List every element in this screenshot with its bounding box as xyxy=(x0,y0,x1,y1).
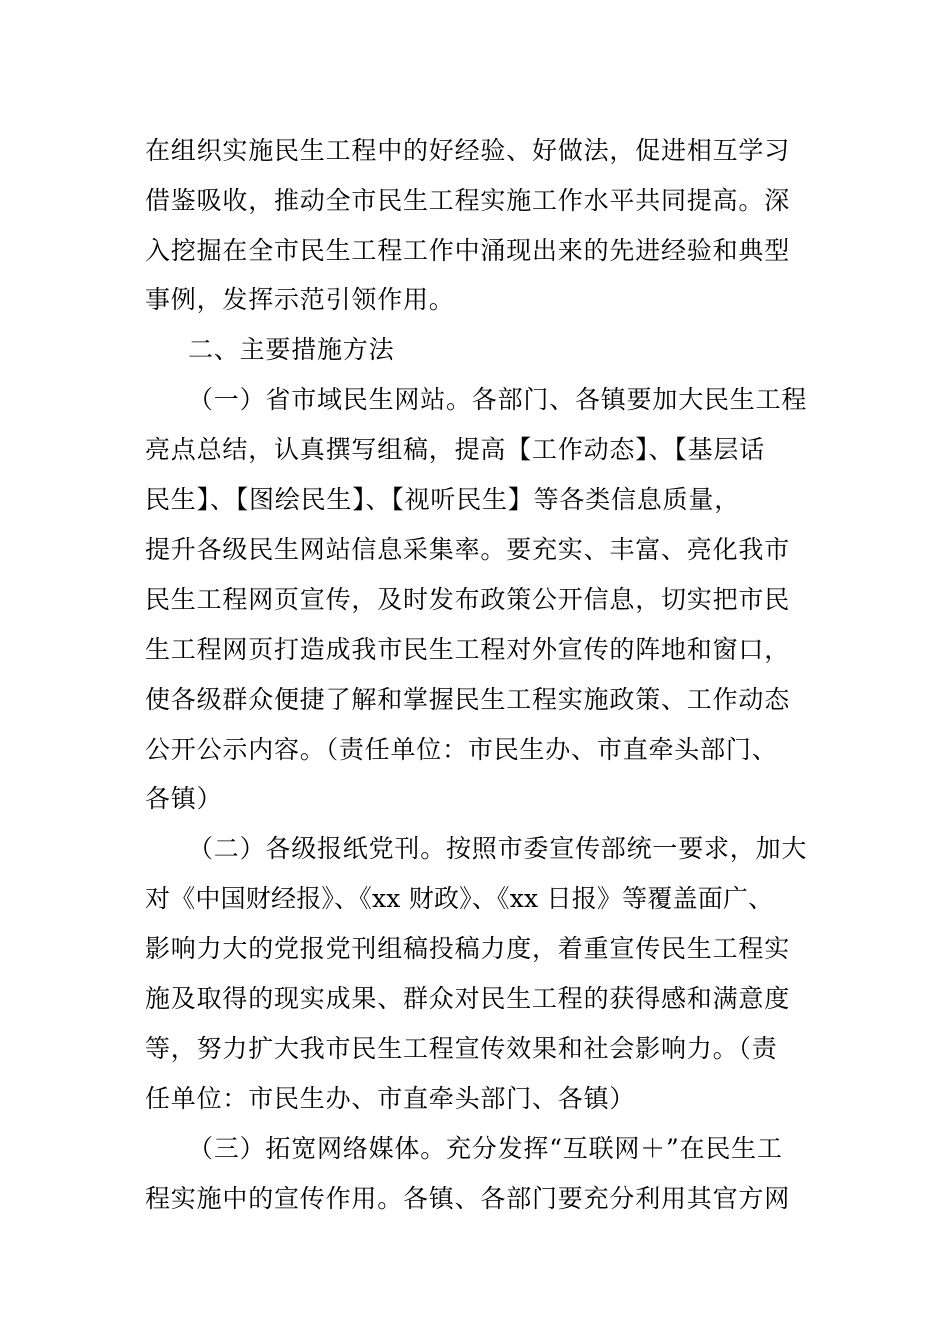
paragraph-line: 等，努力扩大我市民生工程宣传效果和社会影响力。（责 xyxy=(145,1034,778,1063)
paragraph-line: 在组织实施民生工程中的好经验、好做法，促进相互学习 xyxy=(145,136,791,165)
paragraph-line: （二）各级报纸党刊。按照市委宣传部统一要求，加大 xyxy=(188,834,808,863)
paragraph-line: 程实施中的宣传作用。各镇、各部门要充分利用其官方网 xyxy=(145,1184,791,1213)
paragraph-line: 公开公示内容。（责任单位：市民生办、市直牵头部门、 xyxy=(145,735,778,764)
paragraph-line: 生工程网页打造成我市民生工程对外宣传的阵地和窗口， xyxy=(145,635,791,664)
paragraph-line: 亮点总结，认真撰写组稿，提高【工作动态】、【基层话 xyxy=(145,435,766,464)
paragraph-line: 提升各级民生网站信息采集率。要充实、丰富、亮化我市 xyxy=(145,535,791,564)
paragraph-line: 施及取得的现实成果、群众对民生工程的获得感和满意度 xyxy=(145,984,791,1013)
paragraph-line: 影响力大的党报党刊组稿投稿力度，着重宣传民生工程实 xyxy=(145,934,791,963)
paragraph-line: 民生】、【图绘民生】、【视听民生】等各类信息质量， xyxy=(145,485,741,514)
paragraph-line: 入挖掘在全市民生工程工作中涌现出来的先进经验和典型 xyxy=(145,236,791,265)
paragraph-line: 事例，发挥示范引领作用。 xyxy=(145,285,455,314)
paragraph-line: 民生工程网页宣传，及时发布政策公开信息，切实把市民 xyxy=(145,585,791,614)
section-heading: 二、主要措施方法 xyxy=(188,335,395,364)
paragraph-line: 任单位：市民生办、市直牵头部门、各镇） xyxy=(145,1084,636,1113)
paragraph-line: 借鉴吸收，推动全市民生工程实施工作水平共同提高。深 xyxy=(145,186,791,215)
paragraph-line: 使各级群众便捷了解和掌握民生工程实施政策、工作动态 xyxy=(145,685,791,714)
paragraph-line: （一）省市域民生网站。各部门、各镇要加大民生工程 xyxy=(188,385,808,414)
paragraph-line: 各镇） xyxy=(145,784,223,813)
paragraph-line: （三）拓宽网络媒体。充分发挥“互联网＋”在民生工 xyxy=(188,1134,783,1163)
paragraph-line: 对《中国财经报》、《xx 财政》、《xx 日报》等覆盖面广、 xyxy=(145,884,774,913)
